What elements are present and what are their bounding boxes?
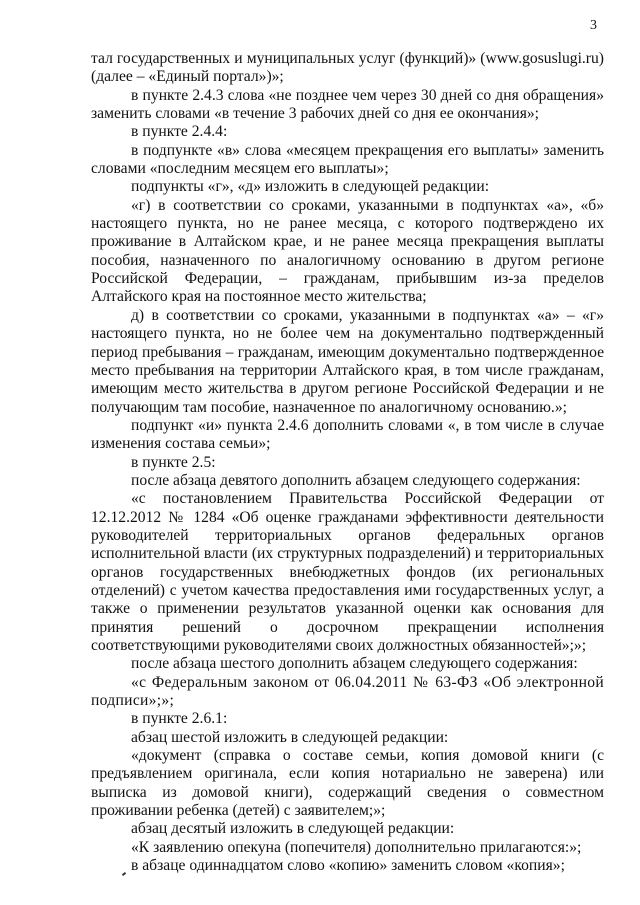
- paragraph: в подпункте «в» слова «месяцем прекращения его выплаты» заменить словами «последним месяцем его выплаты»;: [91, 141, 604, 178]
- paragraph: тал государственных и муниципальных услуг (функций)» (www.gosuslugi.ru) (далее – «Единый портал»)»;: [91, 50, 604, 86]
- paragraph: в пункте 2.6.1:: [131, 710, 228, 728]
- paragraph: «с Федеральным законом от 06.04.2011 № 63-ФЗ «Об электронной подписи»;»;: [91, 673, 604, 710]
- paragraph: в пункте 2.4.4:: [131, 123, 228, 141]
- paragraph: в пункте 2.5:: [131, 453, 216, 471]
- paragraph: подпункт «и» пункта 2.4.6 дополнить словами «, в том числе в случае изменения состава семьи»;: [91, 416, 604, 453]
- paragraph: «с постановлением Правительства Российской Федерации от 12.12.2012 № 1284 «Об оценке гражданами эффективности деятельности руководителей территориальных органов федеральных органов исполнительной власти (их структурных подразделений) и территориальных органов государственных внебюджетных фондов (их региональных отделений) с учетом качества предоставления ими государственных услуг, а также о применении результатов указанной оценки как основания для принятия решений о досрочном прекращении исполнения соответствующими руководителями своих должностных обязанностей»;»;: [91, 490, 604, 654]
- paragraph: подпункты «г», «д» изложить в следующей редакции:: [131, 178, 490, 196]
- paragraph: д) в соответствии со сроками, указанными в подпунктах «а» – «г» настоящего пункта, но не более чем на документально подтвержденный период пребывания – гражданам, имеющим документально подтвержденное место пребывания на территории Алтайского края, в том числе гражданам, имеющим место жительства в другом регионе Российской Федерации и не получающим там пособие, назначенное по аналогичному основанию.»;: [91, 306, 604, 416]
- paragraph: после абзаца шестого дополнить абзацем следующего содержания:: [131, 655, 578, 673]
- paragraph: после абзаца девятого дополнить абзацем следующего содержания:: [131, 471, 581, 489]
- paragraph: в пункте 2.4.3 слова «не позднее чем через 30 дней со дня обращения» заменить словами «в течение 3 рабочих дней со дня ее окончания»;: [91, 86, 604, 123]
- paragraph: «К заявлению опекуна (попечителя) дополнительно прилагаются:»;: [131, 838, 582, 856]
- paragraph: в абзаце одиннадцатом слово «копию» заменить словом «копия»;: [131, 857, 565, 875]
- document-body: [91, 50, 604, 875]
- paragraph: абзац десятый изложить в следующей редакции:: [131, 820, 455, 838]
- paragraph: «г) в соответствии со сроками, указанными в подпунктах «а», «б» настоящего пункта, но не ранее месяца, с которого подтверждено их проживание в Алтайском крае, и не ранее месяца прекращения выплаты пособия, назначенного по аналогичному основанию в другом регионе Российской Федерации, – гражданам, прибывшим из-за пределов Алтайского края на постоянное место жительства;: [91, 196, 604, 306]
- paragraph: абзац шестой изложить в следующей редакции:: [131, 728, 449, 746]
- paragraph: «документ (справка о составе семьи, копия домовой книги (с предъявлением оригинала, если копия нотариально не заверена) или выписка из домовой книги), содержащий сведения о совместном проживании ребенка (детей) с заявителем;»;: [91, 747, 604, 820]
- page-number: 3: [590, 18, 597, 33]
